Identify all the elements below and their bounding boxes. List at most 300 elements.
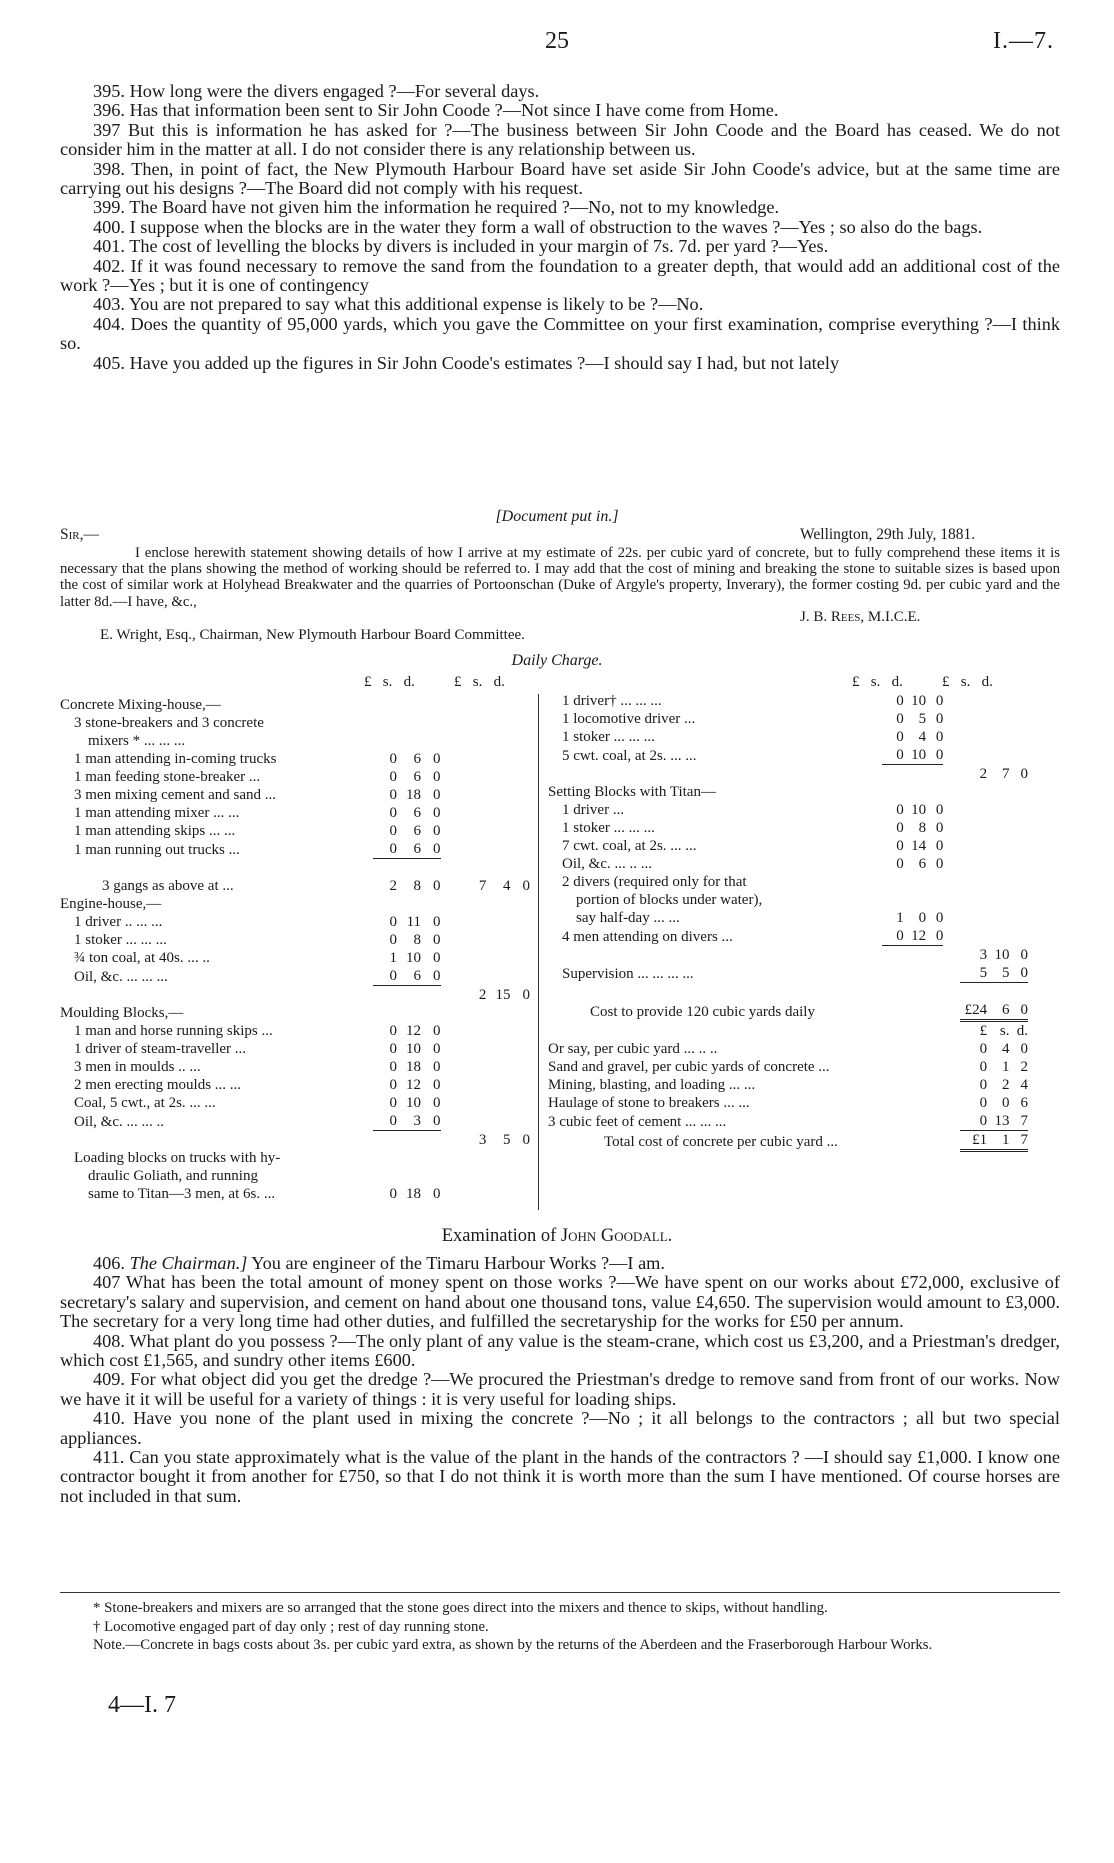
amount-cell — [486, 1004, 510, 1022]
table-row — [60, 967, 530, 986]
table-row — [60, 1112, 530, 1131]
table-row — [60, 877, 530, 895]
amount-cell: 0 — [433, 1186, 441, 1202]
amount-cell: 0 — [935, 910, 944, 926]
letter-date: Wellington, 29th July, 1881. — [800, 526, 976, 543]
evidence-text: 410. Have you none of the plant used in mixing the concrete ?—No ; it all belongs to the contractors ; all but two special appliances. — [60, 1408, 1060, 1448]
evidence-paragraph: 398. Then, in point of fact, the New Plymouth Harbour Board have set aside Sir John Coode's advice, but at the same time are carrying out his designs ?—The Board did not comply with his request. — [60, 158, 1060, 199]
amount-cell — [510, 1040, 530, 1058]
amount-cell — [882, 783, 903, 801]
amount-cell — [882, 964, 903, 983]
amount-cell: 0 — [433, 823, 441, 839]
amount-cell — [926, 1094, 943, 1112]
amount-cell — [460, 1076, 486, 1094]
amount-cell: 0 — [918, 910, 927, 926]
amount-cell — [904, 674, 926, 692]
amount-cell: 18 — [406, 787, 422, 803]
right-charge-table — [548, 674, 1028, 1152]
amount-cell — [460, 732, 486, 750]
amount-cell — [987, 819, 1009, 837]
amount-cell — [510, 1058, 530, 1076]
row-label: Total cost of concrete per cubic yard ... — [604, 1133, 838, 1150]
row-label: Setting Blocks with Titan— — [548, 784, 716, 800]
amount-cell — [987, 783, 1009, 801]
row-label: draulic Goliath, and running — [88, 1168, 258, 1184]
amount-cell: 15 — [495, 987, 511, 1003]
amount-cell: 0 — [935, 802, 944, 818]
spacer — [943, 1040, 959, 1058]
amount-cell — [486, 949, 510, 967]
table-row — [60, 986, 530, 1005]
amount-cell: d. — [1016, 1023, 1028, 1039]
spacer — [441, 1094, 461, 1112]
amount-cell — [373, 1149, 397, 1167]
evidence-text: You are engineer of the Timaru Harbour Works ?—I am. — [247, 1253, 665, 1273]
amount-cell: 0 — [433, 1023, 441, 1039]
amount-cell: 14 — [911, 838, 927, 854]
amount-cell — [882, 983, 903, 1002]
amount-cell — [486, 840, 510, 859]
amount-cell: 0 — [979, 1041, 988, 1057]
evidence-text: 407 What has been the total amount of money spent on those works ?—We have spent on our works about £72,000, exclusive of secretary's salary and supervision, and cement on hand about one thousand tons, value £4,650. The supervision would amount to £3,000. The secretary for a very long time had other duties, and fulfilled the secretaryship for the works for £50 per annum. — [60, 1272, 1060, 1332]
row-label: 7 cwt. coal, at 2s. ... ... — [562, 838, 697, 854]
amount-cell — [460, 967, 486, 986]
amount-cell — [397, 714, 421, 732]
amount-cell — [486, 859, 510, 878]
amount-cell: £ — [979, 1023, 988, 1039]
amount-cell — [926, 783, 943, 801]
amount-cell: 1 — [987, 1131, 1009, 1151]
amount-cell — [421, 714, 440, 732]
row-label — [548, 1021, 882, 1041]
amount-cell — [510, 840, 530, 859]
amount-cell — [510, 1112, 530, 1131]
amount-cell — [510, 714, 530, 732]
table-row — [548, 710, 1028, 728]
spacer — [441, 949, 461, 967]
amount-cell — [987, 837, 1009, 855]
table-row — [60, 768, 530, 786]
amount-cell — [926, 1001, 943, 1021]
amount-cell: 0 — [896, 711, 904, 727]
amount-cell: 0 — [522, 987, 530, 1003]
amount-cell — [373, 714, 397, 732]
evidence-paragraph: 403. You are not prepared to say what this additional expense is likely to be ?—No. — [93, 294, 704, 315]
amount-cell: 0 — [433, 751, 441, 767]
amount-cell — [373, 859, 397, 878]
amount-cell — [926, 1131, 943, 1151]
amount-cell — [960, 783, 988, 801]
amount-cell — [987, 855, 1009, 873]
row-label: 3 gangs as above at ... — [102, 878, 234, 894]
amount-cell — [397, 859, 421, 878]
amount-cell: 0 — [433, 1077, 441, 1093]
spacer — [943, 837, 959, 855]
left-col-head-2: £ s. d. — [454, 674, 505, 690]
amount-cell: 0 — [1020, 947, 1028, 963]
amount-cell: 0 — [433, 787, 441, 803]
amount-cell — [882, 891, 903, 909]
amount-cell — [460, 1094, 486, 1112]
amount-cell: 0 — [979, 1095, 988, 1111]
spacer — [441, 1131, 461, 1150]
amount-cell — [987, 891, 1009, 909]
amount-cell: 0 — [926, 927, 943, 946]
amount-cell: 0 — [979, 1059, 988, 1075]
row-label: Loading blocks on trucks with hy- — [74, 1150, 281, 1166]
amount-cell: 6 — [413, 769, 422, 785]
spacer — [441, 1076, 461, 1094]
amount-cell — [460, 1112, 486, 1131]
amount-cell — [486, 967, 510, 986]
amount-cell: 0 — [882, 746, 903, 765]
letter-addressee: E. Wright, Esq., Chairman, New Plymouth Harbour Board Committee. — [100, 627, 525, 643]
amount-cell — [510, 1167, 530, 1185]
amount-cell — [486, 1149, 510, 1167]
row-label: same to Titan—3 men, at 6s. ... — [88, 1186, 276, 1202]
evidence-paragraph — [60, 1370, 1060, 1409]
amount-cell — [460, 1004, 486, 1022]
amount-cell — [460, 750, 486, 768]
row-label: 1 man attending in-coming trucks — [74, 751, 277, 767]
table-row — [548, 801, 1028, 819]
amount-cell: 11 — [406, 914, 422, 930]
row-label: 1 driver .. ... ... — [74, 914, 163, 930]
row-label: 1 stoker ... ... ... — [74, 932, 167, 948]
spacer — [943, 765, 959, 784]
amount-cell — [904, 1131, 926, 1151]
spacer — [441, 696, 461, 714]
amount-cell — [460, 786, 486, 804]
spacer — [943, 1112, 959, 1131]
spacer — [441, 1149, 461, 1167]
amount-cell — [960, 837, 988, 855]
row-label: Or say, per cubic yard ... .. .. — [548, 1041, 718, 1057]
amount-cell — [926, 983, 943, 1002]
amount-cell: 0 — [389, 1041, 397, 1057]
evidence-paragraph: 399. The Board have not given him the information he required ?—No, not to my knowledge. — [93, 197, 780, 218]
amount-cell: 2 — [1001, 1077, 1010, 1093]
amount-cell — [960, 710, 988, 728]
spacer — [943, 1058, 959, 1076]
footnote-rule — [60, 1592, 1060, 1593]
table-row — [548, 765, 1028, 784]
amount-cell — [460, 913, 486, 931]
row-label: 2 divers (required only for that — [562, 874, 747, 890]
table-row — [548, 1131, 1028, 1151]
spacer — [441, 768, 461, 786]
amount-cell — [397, 732, 421, 750]
amount-cell — [460, 768, 486, 786]
amount-cell: 10 — [994, 947, 1010, 963]
amount-cell — [486, 1185, 510, 1203]
amount-cell — [926, 964, 943, 983]
amount-cell: 0 — [373, 967, 397, 986]
amount-cell — [1009, 927, 1028, 946]
amount-cell — [882, 1021, 903, 1041]
spacer — [441, 1058, 461, 1076]
question-number: 406. — [93, 1253, 130, 1273]
row-label — [60, 986, 373, 1005]
amount-cell — [926, 1076, 943, 1094]
table-row — [60, 696, 530, 714]
amount-cell: 4 — [1001, 1041, 1010, 1057]
row-label: 1 man and horse running skips ... — [74, 1023, 273, 1039]
amount-cell — [510, 913, 530, 931]
amount-cell — [486, 786, 510, 804]
amount-cell — [373, 1167, 397, 1185]
amount-cell: 10 — [406, 950, 422, 966]
amount-cell: 0 — [1009, 1001, 1028, 1021]
amount-cell: 7 — [478, 878, 487, 894]
spacer — [441, 750, 461, 768]
examination-heading: Examination of John Goodall. — [441, 1226, 673, 1246]
amount-cell: 0 — [896, 856, 904, 872]
amount-cell — [987, 692, 1009, 710]
row-label: 1 man attending skips ... ... — [74, 823, 236, 839]
amount-cell — [421, 1131, 440, 1150]
row-label: Coal, 5 cwt., at 2s. ... ... — [74, 1095, 216, 1111]
amount-cell — [882, 946, 903, 965]
amount-cell — [960, 801, 988, 819]
amount-cell: 12 — [904, 927, 926, 946]
amount-cell: 0 — [522, 878, 530, 894]
amount-cell: 2 — [478, 987, 487, 1003]
spacer — [441, 804, 461, 822]
table-row — [548, 983, 1028, 1002]
amount-cell — [987, 909, 1009, 927]
table-row — [60, 1058, 530, 1076]
spacer — [943, 783, 959, 801]
amount-cell — [486, 1076, 510, 1094]
amount-cell — [882, 1131, 903, 1151]
amount-cell: 0 — [421, 967, 440, 986]
evidence-paragraph: 401. The cost of levelling the blocks by divers is included in your margin of 7s. 7d. per yard ?—Yes. — [93, 236, 829, 257]
table-row — [60, 786, 530, 804]
amount-cell — [987, 927, 1009, 946]
amount-cell — [1009, 710, 1028, 728]
amount-cell — [373, 1004, 397, 1022]
amount-cell — [510, 696, 530, 714]
amount-cell: 0 — [935, 693, 944, 709]
amount-cell — [960, 983, 988, 1002]
evidence-text: 408. What plant do you possess ?—The only plant of any value is the steam-crane, which cost us £3,200, and a Priestman's dredger, which cost £1,565, and sundry other items £600. — [60, 1330, 1060, 1371]
amount-cell: 1 — [896, 910, 904, 926]
amount-cell — [904, 891, 926, 909]
spacer — [441, 859, 461, 878]
amount-cell: 2 — [979, 766, 988, 782]
amount-cell — [397, 696, 421, 714]
spacer — [441, 1185, 461, 1203]
table-row — [60, 1076, 530, 1094]
table-row — [548, 783, 1028, 801]
amount-cell: 0 — [389, 1059, 397, 1075]
spacer — [441, 1022, 461, 1040]
amount-cell — [510, 1185, 530, 1203]
amount-cell — [904, 946, 926, 965]
amount-cell: 0 — [1009, 964, 1028, 983]
amount-cell — [486, 696, 510, 714]
table-row — [548, 855, 1028, 873]
amount-cell — [987, 746, 1009, 765]
row-label: 3 stone-breakers and 3 concrete — [74, 715, 264, 731]
amount-cell: 7 — [1001, 766, 1010, 782]
amount-cell: 0 — [935, 856, 944, 872]
row-label — [60, 1131, 373, 1150]
amount-cell — [1009, 873, 1028, 891]
amount-cell — [904, 1112, 926, 1131]
amount-cell — [904, 1021, 926, 1041]
amount-cell — [510, 1076, 530, 1094]
amount-cell — [987, 873, 1009, 891]
amount-cell: 0 — [1020, 1041, 1028, 1057]
amount-cell — [926, 1040, 943, 1058]
evidence-paragraph: 396. Has that information been sent to Sir John Coode ?—Not since I have come from Home. — [93, 100, 779, 121]
amount-cell: 0 — [373, 1112, 397, 1131]
amount-cell: 0 — [896, 729, 904, 745]
row-label: 1 man running out trucks ... — [74, 841, 240, 858]
amount-cell — [373, 732, 397, 750]
amount-cell: 0 — [433, 1041, 441, 1057]
amount-cell — [460, 931, 486, 949]
amount-cell: 12 — [406, 1077, 422, 1093]
amount-cell — [460, 696, 486, 714]
row-label: Supervision ... ... ... ... — [562, 965, 694, 982]
evidence-paragraph — [60, 1448, 1060, 1506]
table-row — [548, 837, 1028, 855]
amount-cell: 5 — [960, 964, 988, 983]
evidence-paragraph: 397 But this is information he has asked for ?—The business between Sir John Coode and the Board has ceased. We do not consider him in the matter at all. I do not consider there is any relationship between us. — [60, 119, 1060, 160]
evidence-paragraph — [60, 1332, 1060, 1371]
row-label: ¾ ton coal, at 40s. ... .. — [74, 950, 210, 966]
amount-cell — [460, 822, 486, 840]
amount-cell: 18 — [406, 1059, 422, 1075]
amount-cell — [460, 1022, 486, 1040]
amount-cell: £24 — [960, 1001, 988, 1021]
table-row — [548, 909, 1028, 927]
row-label: Haulage of stone to breakers ... ... — [548, 1095, 750, 1111]
amount-cell: 0 — [389, 1186, 397, 1202]
row-label: 2 men erecting moulds ... ... — [74, 1077, 242, 1093]
spacer — [943, 1021, 959, 1041]
amount-cell: 10 — [406, 1041, 422, 1057]
amount-cell: 18 — [406, 1186, 422, 1202]
spacer — [441, 1112, 461, 1131]
amount-cell: 0 — [389, 823, 397, 839]
amount-cell: 8 — [918, 820, 927, 836]
amount-cell — [1009, 983, 1028, 1002]
table-row — [548, 964, 1028, 983]
amount-cell: 0 — [935, 729, 944, 745]
amount-cell: 3 — [478, 1132, 487, 1148]
row-label — [548, 946, 882, 965]
amount-cell: 6 — [413, 823, 422, 839]
amount-cell — [960, 728, 988, 746]
table-row — [60, 949, 530, 967]
spacer — [943, 819, 959, 837]
amount-cell: 10 — [406, 1095, 422, 1111]
spacer — [441, 840, 461, 859]
amount-cell — [960, 891, 988, 909]
amount-cell: 6 — [987, 1001, 1009, 1021]
spacer — [441, 1167, 461, 1185]
salutation: Sir,— — [60, 526, 99, 543]
amount-cell: 10 — [904, 746, 926, 765]
table-row — [60, 840, 530, 859]
row-label: 5 cwt. coal, at 2s. ... ... — [562, 747, 697, 764]
amount-cell: 1 — [1001, 1059, 1010, 1075]
amount-cell — [421, 1004, 440, 1022]
amount-cell — [926, 946, 943, 965]
amount-cell — [460, 895, 486, 913]
amount-cell: 7 — [1009, 1112, 1028, 1131]
table-row — [548, 819, 1028, 837]
spacer — [441, 714, 461, 732]
amount-cell — [1009, 728, 1028, 746]
right-col-head-2: £ s. d. — [942, 674, 993, 690]
amount-cell — [882, 1076, 903, 1094]
spacer — [943, 746, 959, 765]
evidence-section-2 — [60, 1254, 1060, 1506]
left-col-head-1: £ s. d. — [364, 674, 415, 690]
amount-cell — [1009, 801, 1028, 819]
amount-cell — [373, 986, 397, 1005]
amount-cell: 7 — [1009, 1131, 1028, 1151]
row-label — [548, 765, 882, 784]
amount-cell — [904, 1058, 926, 1076]
amount-cell — [1009, 746, 1028, 765]
table-row — [60, 1131, 530, 1150]
amount-cell: 0 — [389, 805, 397, 821]
amount-cell — [510, 949, 530, 967]
table-row — [548, 891, 1028, 909]
amount-cell — [460, 1149, 486, 1167]
amount-cell: 1 — [389, 950, 397, 966]
amount-cell — [486, 732, 510, 750]
amount-cell — [421, 986, 440, 1005]
row-label: 3 men mixing cement and sand ... — [74, 787, 277, 803]
amount-cell: 6 — [397, 967, 421, 986]
amount-cell: 0 — [433, 950, 441, 966]
amount-cell: 0 — [389, 1077, 397, 1093]
amount-cell: 6 — [1020, 1095, 1028, 1111]
right-col-head-1: £ s. d. — [852, 674, 903, 690]
evidence-section-1 — [60, 82, 1060, 373]
evidence-paragraph — [60, 1273, 1060, 1331]
amount-cell — [960, 819, 988, 837]
spacer — [943, 728, 959, 746]
amount-cell: 4 — [502, 878, 511, 894]
evidence-paragraph — [60, 1254, 1060, 1273]
amount-cell: 10 — [911, 802, 927, 818]
amount-cell: 0 — [935, 711, 944, 727]
amount-cell — [510, 967, 530, 986]
evidence-text: 409. For what object did you get the dredge ?—We procured the Priestman's dredge to remove sand from front of our works. Now we have it it will be useful for a variety of things : it is very useful for loading ships. — [60, 1369, 1060, 1409]
amount-cell — [960, 746, 988, 765]
amount-cell — [926, 1112, 943, 1131]
amount-cell — [397, 1004, 421, 1022]
amount-cell: 0 — [1001, 1095, 1010, 1111]
amount-cell: 0 — [433, 878, 441, 894]
amount-cell — [486, 1058, 510, 1076]
table-row — [60, 750, 530, 768]
amount-cell: s. — [999, 1023, 1010, 1039]
amount-cell: 0 — [389, 932, 397, 948]
amount-cell — [1009, 692, 1028, 710]
table-title: Daily Charge. — [511, 652, 603, 669]
amount-cell — [904, 1094, 926, 1112]
row-label: mixers * ... ... ... — [88, 733, 186, 749]
